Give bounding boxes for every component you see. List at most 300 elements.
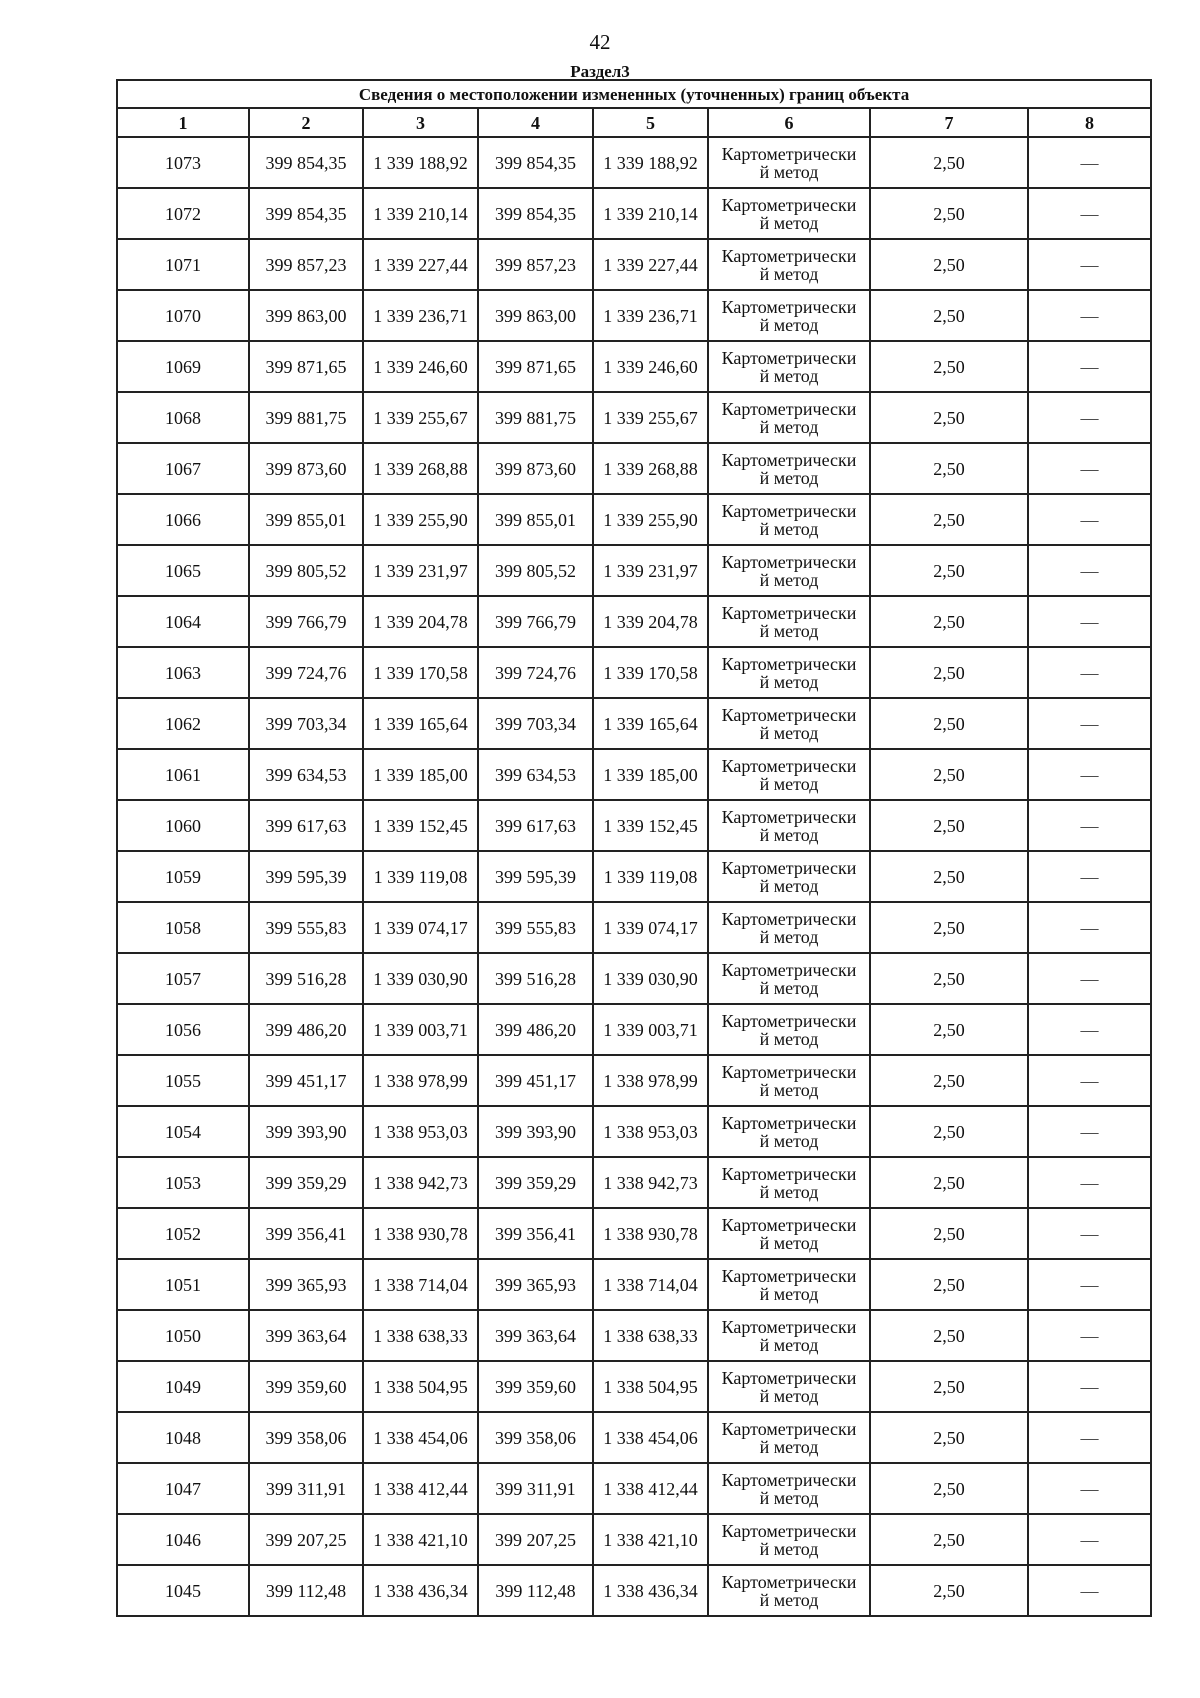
old-x-cell: 399 863,00 xyxy=(249,290,363,341)
method-line: Картометрически xyxy=(721,1316,857,1337)
new-x-cell: 399 359,60 xyxy=(478,1361,593,1412)
point-number-cell: 1049 xyxy=(117,1361,249,1412)
point-number-cell: 1060 xyxy=(117,800,249,851)
point-number-cell: 1059 xyxy=(117,851,249,902)
method-line: й метод xyxy=(759,1028,819,1049)
old-y-cell: 1 338 454,06 xyxy=(363,1412,478,1463)
new-y-cell: 1 339 255,67 xyxy=(593,392,708,443)
method-line: Картометрически xyxy=(721,449,857,470)
description-cell: — xyxy=(1028,545,1151,596)
new-y-cell: 1 339 074,17 xyxy=(593,902,708,953)
method-line: й метод xyxy=(759,1487,819,1508)
new-x-cell: 399 766,79 xyxy=(478,596,593,647)
new-y-cell: 1 339 119,08 xyxy=(593,851,708,902)
point-number-cell: 1064 xyxy=(117,596,249,647)
old-y-cell: 1 338 638,33 xyxy=(363,1310,478,1361)
description-cell: — xyxy=(1028,137,1151,188)
column-header: 2 xyxy=(249,108,363,137)
point-number-cell: 1051 xyxy=(117,1259,249,1310)
point-number-cell: 1053 xyxy=(117,1157,249,1208)
point-number-cell: 1058 xyxy=(117,902,249,953)
accuracy-cell: 2,50 xyxy=(870,341,1028,392)
description-cell: — xyxy=(1028,800,1151,851)
description-cell: — xyxy=(1028,494,1151,545)
method-cell xyxy=(708,1361,870,1412)
old-y-cell: 1 339 246,60 xyxy=(363,341,478,392)
method-line: Картометрически xyxy=(721,296,857,317)
method-line: Картометрически xyxy=(721,959,857,980)
new-y-cell: 1 339 030,90 xyxy=(593,953,708,1004)
column-header: 7 xyxy=(870,108,1028,137)
description-cell: — xyxy=(1028,1514,1151,1565)
old-y-cell: 1 338 436,34 xyxy=(363,1565,478,1616)
new-x-cell: 399 365,93 xyxy=(478,1259,593,1310)
accuracy-cell: 2,50 xyxy=(870,545,1028,596)
new-x-cell: 399 359,29 xyxy=(478,1157,593,1208)
old-x-cell: 399 855,01 xyxy=(249,494,363,545)
method-line: Картометрически xyxy=(721,1010,857,1031)
new-x-cell: 399 311,91 xyxy=(478,1463,593,1514)
method-line: й метод xyxy=(759,518,819,539)
new-x-cell: 399 451,17 xyxy=(478,1055,593,1106)
old-y-cell: 1 339 003,71 xyxy=(363,1004,478,1055)
new-y-cell: 1 339 236,71 xyxy=(593,290,708,341)
table-row xyxy=(117,1004,1151,1055)
method-cell xyxy=(708,1463,870,1514)
accuracy-cell: 2,50 xyxy=(870,851,1028,902)
table-row xyxy=(117,800,1151,851)
new-y-cell: 1 338 953,03 xyxy=(593,1106,708,1157)
table-row xyxy=(117,392,1151,443)
table-row xyxy=(117,1463,1151,1514)
new-x-cell: 399 873,60 xyxy=(478,443,593,494)
new-y-cell: 1 339 231,97 xyxy=(593,545,708,596)
new-x-cell: 399 871,65 xyxy=(478,341,593,392)
description-cell: — xyxy=(1028,1463,1151,1514)
point-number-cell: 1052 xyxy=(117,1208,249,1259)
new-x-cell: 399 724,76 xyxy=(478,647,593,698)
old-y-cell: 1 338 978,99 xyxy=(363,1055,478,1106)
old-x-cell: 399 356,41 xyxy=(249,1208,363,1259)
method-cell xyxy=(708,1310,870,1361)
point-number-cell: 1050 xyxy=(117,1310,249,1361)
new-y-cell: 1 339 268,88 xyxy=(593,443,708,494)
description-cell: — xyxy=(1028,1157,1151,1208)
new-x-cell: 399 854,35 xyxy=(478,137,593,188)
method-line: й метод xyxy=(759,1283,819,1304)
point-number-cell: 1068 xyxy=(117,392,249,443)
method-line: й метод xyxy=(759,1589,819,1610)
accuracy-cell: 2,50 xyxy=(870,800,1028,851)
method-line: Картометрически xyxy=(721,245,857,266)
new-x-cell: 399 356,41 xyxy=(478,1208,593,1259)
method-cell xyxy=(708,953,870,1004)
method-cell xyxy=(708,1004,870,1055)
method-line: Картометрически xyxy=(721,806,857,827)
new-y-cell: 1 339 188,92 xyxy=(593,137,708,188)
table-header-row xyxy=(117,108,1151,137)
method-line: Картометрически xyxy=(721,908,857,929)
point-number-cell: 1065 xyxy=(117,545,249,596)
new-y-cell: 1 339 152,45 xyxy=(593,800,708,851)
new-y-cell: 1 338 436,34 xyxy=(593,1565,708,1616)
method-cell xyxy=(708,1565,870,1616)
point-number-cell: 1063 xyxy=(117,647,249,698)
accuracy-cell: 2,50 xyxy=(870,1412,1028,1463)
description-cell: — xyxy=(1028,1106,1151,1157)
method-line: Картометрически xyxy=(721,347,857,368)
new-x-cell: 399 703,34 xyxy=(478,698,593,749)
old-x-cell: 399 617,63 xyxy=(249,800,363,851)
new-x-cell: 399 393,90 xyxy=(478,1106,593,1157)
old-x-cell: 399 358,06 xyxy=(249,1412,363,1463)
coordinates-table xyxy=(116,79,1152,1617)
method-line: Картометрически xyxy=(721,194,857,215)
new-y-cell: 1 339 185,00 xyxy=(593,749,708,800)
method-cell xyxy=(708,1514,870,1565)
method-cell xyxy=(708,137,870,188)
old-x-cell: 399 207,25 xyxy=(249,1514,363,1565)
old-y-cell: 1 339 255,90 xyxy=(363,494,478,545)
table-row xyxy=(117,290,1151,341)
method-line: й метод xyxy=(759,773,819,794)
old-x-cell: 399 359,60 xyxy=(249,1361,363,1412)
new-x-cell: 399 112,48 xyxy=(478,1565,593,1616)
method-line: й метод xyxy=(759,1334,819,1355)
method-cell xyxy=(708,698,870,749)
column-header: 5 xyxy=(593,108,708,137)
method-line: й метод xyxy=(759,263,819,284)
description-cell: — xyxy=(1028,596,1151,647)
old-y-cell: 1 338 930,78 xyxy=(363,1208,478,1259)
method-line: й метод xyxy=(759,161,819,182)
description-cell: — xyxy=(1028,188,1151,239)
method-line: Картометрически xyxy=(721,857,857,878)
point-number-cell: 1055 xyxy=(117,1055,249,1106)
method-line: Картометрически xyxy=(721,1265,857,1286)
table-row xyxy=(117,1565,1151,1616)
new-x-cell: 399 486,20 xyxy=(478,1004,593,1055)
old-x-cell: 399 766,79 xyxy=(249,596,363,647)
old-x-cell: 399 871,65 xyxy=(249,341,363,392)
old-x-cell: 399 359,29 xyxy=(249,1157,363,1208)
method-cell xyxy=(708,1106,870,1157)
method-line: й метод xyxy=(759,569,819,590)
new-x-cell: 399 863,00 xyxy=(478,290,593,341)
method-line: й метод xyxy=(759,1130,819,1151)
old-x-cell: 399 363,64 xyxy=(249,1310,363,1361)
table-row xyxy=(117,341,1151,392)
new-y-cell: 1 338 421,10 xyxy=(593,1514,708,1565)
method-cell xyxy=(708,494,870,545)
column-header: 6 xyxy=(708,108,870,137)
old-x-cell: 399 703,34 xyxy=(249,698,363,749)
accuracy-cell: 2,50 xyxy=(870,1565,1028,1616)
table-row xyxy=(117,647,1151,698)
old-x-cell: 399 486,20 xyxy=(249,1004,363,1055)
method-line: Картометрически xyxy=(721,1520,857,1541)
point-number-cell: 1054 xyxy=(117,1106,249,1157)
accuracy-cell: 2,50 xyxy=(870,1157,1028,1208)
method-line: й метод xyxy=(759,416,819,437)
old-y-cell: 1 339 030,90 xyxy=(363,953,478,1004)
description-cell: — xyxy=(1028,1412,1151,1463)
new-y-cell: 1 338 978,99 xyxy=(593,1055,708,1106)
point-number-cell: 1062 xyxy=(117,698,249,749)
method-line: й метод xyxy=(759,1079,819,1100)
accuracy-cell: 2,50 xyxy=(870,392,1028,443)
method-cell xyxy=(708,290,870,341)
method-cell xyxy=(708,545,870,596)
new-y-cell: 1 339 227,44 xyxy=(593,239,708,290)
method-line: Картометрически xyxy=(721,398,857,419)
table-row xyxy=(117,902,1151,953)
method-line: Картометрически xyxy=(721,1367,857,1388)
old-y-cell: 1 339 236,71 xyxy=(363,290,478,341)
new-x-cell: 399 207,25 xyxy=(478,1514,593,1565)
new-x-cell: 399 857,23 xyxy=(478,239,593,290)
method-line: Картометрически xyxy=(721,500,857,521)
description-cell: — xyxy=(1028,647,1151,698)
new-x-cell: 399 634,53 xyxy=(478,749,593,800)
method-line: Картометрически xyxy=(721,755,857,776)
accuracy-cell: 2,50 xyxy=(870,1361,1028,1412)
old-y-cell: 1 339 152,45 xyxy=(363,800,478,851)
old-y-cell: 1 339 185,00 xyxy=(363,749,478,800)
old-x-cell: 399 854,35 xyxy=(249,137,363,188)
old-y-cell: 1 338 421,10 xyxy=(363,1514,478,1565)
column-header: 1 xyxy=(117,108,249,137)
new-y-cell: 1 339 170,58 xyxy=(593,647,708,698)
old-x-cell: 399 393,90 xyxy=(249,1106,363,1157)
new-y-cell: 1 339 210,14 xyxy=(593,188,708,239)
description-cell: — xyxy=(1028,953,1151,1004)
old-x-cell: 399 881,75 xyxy=(249,392,363,443)
old-y-cell: 1 338 412,44 xyxy=(363,1463,478,1514)
method-line: Картометрически xyxy=(721,551,857,572)
method-line: й метод xyxy=(759,1436,819,1457)
table-row xyxy=(117,1361,1151,1412)
old-y-cell: 1 339 210,14 xyxy=(363,188,478,239)
accuracy-cell: 2,50 xyxy=(870,188,1028,239)
point-number-cell: 1071 xyxy=(117,239,249,290)
method-line: Картометрически xyxy=(721,1163,857,1184)
old-y-cell: 1 339 170,58 xyxy=(363,647,478,698)
old-y-cell: 1 338 504,95 xyxy=(363,1361,478,1412)
description-cell: — xyxy=(1028,851,1151,902)
method-cell xyxy=(708,1412,870,1463)
table-row xyxy=(117,1514,1151,1565)
table-row xyxy=(117,1412,1151,1463)
new-x-cell: 399 516,28 xyxy=(478,953,593,1004)
method-line: й метод xyxy=(759,926,819,947)
description-cell: — xyxy=(1028,290,1151,341)
column-header: 3 xyxy=(363,108,478,137)
point-number-cell: 1067 xyxy=(117,443,249,494)
method-cell xyxy=(708,647,870,698)
new-y-cell: 1 338 638,33 xyxy=(593,1310,708,1361)
accuracy-cell: 2,50 xyxy=(870,1055,1028,1106)
point-number-cell: 1048 xyxy=(117,1412,249,1463)
new-y-cell: 1 339 246,60 xyxy=(593,341,708,392)
old-y-cell: 1 338 714,04 xyxy=(363,1259,478,1310)
point-number-cell: 1045 xyxy=(117,1565,249,1616)
description-cell: — xyxy=(1028,1055,1151,1106)
point-number-cell: 1061 xyxy=(117,749,249,800)
accuracy-cell: 2,50 xyxy=(870,749,1028,800)
new-x-cell: 399 881,75 xyxy=(478,392,593,443)
method-line: Картометрически xyxy=(721,1112,857,1133)
point-number-cell: 1057 xyxy=(117,953,249,1004)
page-number: 42 xyxy=(589,30,611,54)
method-line: Картометрически xyxy=(721,143,857,164)
new-y-cell: 1 339 255,90 xyxy=(593,494,708,545)
accuracy-cell: 2,50 xyxy=(870,1514,1028,1565)
new-y-cell: 1 338 412,44 xyxy=(593,1463,708,1514)
new-x-cell: 399 555,83 xyxy=(478,902,593,953)
method-line: Картометрически xyxy=(721,653,857,674)
method-cell xyxy=(708,800,870,851)
method-cell xyxy=(708,392,870,443)
point-number-cell: 1069 xyxy=(117,341,249,392)
method-cell xyxy=(708,1259,870,1310)
description-cell: — xyxy=(1028,1361,1151,1412)
method-cell xyxy=(708,1157,870,1208)
description-cell: — xyxy=(1028,341,1151,392)
method-line: Картометрически xyxy=(721,1571,857,1592)
new-y-cell: 1 339 003,71 xyxy=(593,1004,708,1055)
method-line: й метод xyxy=(759,1181,819,1202)
accuracy-cell: 2,50 xyxy=(870,1004,1028,1055)
table-row xyxy=(117,1106,1151,1157)
table-row xyxy=(117,1055,1151,1106)
old-y-cell: 1 338 942,73 xyxy=(363,1157,478,1208)
old-x-cell: 399 634,53 xyxy=(249,749,363,800)
point-number-cell: 1072 xyxy=(117,188,249,239)
method-line: й метод xyxy=(759,314,819,335)
table-row xyxy=(117,698,1151,749)
new-x-cell: 399 617,63 xyxy=(478,800,593,851)
accuracy-cell: 2,50 xyxy=(870,137,1028,188)
column-header: 8 xyxy=(1028,108,1151,137)
old-x-cell: 399 857,23 xyxy=(249,239,363,290)
table-row xyxy=(117,851,1151,902)
method-line: й метод xyxy=(759,977,819,998)
method-cell xyxy=(708,188,870,239)
point-number-cell: 1070 xyxy=(117,290,249,341)
method-cell xyxy=(708,443,870,494)
description-cell: — xyxy=(1028,443,1151,494)
old-y-cell: 1 339 204,78 xyxy=(363,596,478,647)
table-row xyxy=(117,545,1151,596)
old-y-cell: 1 339 074,17 xyxy=(363,902,478,953)
method-line: й метод xyxy=(759,875,819,896)
table-title-row xyxy=(117,80,1151,108)
new-y-cell: 1 338 930,78 xyxy=(593,1208,708,1259)
description-cell: — xyxy=(1028,749,1151,800)
accuracy-cell: 2,50 xyxy=(870,953,1028,1004)
description-cell: — xyxy=(1028,1208,1151,1259)
method-line: Картометрически xyxy=(721,1418,857,1439)
old-y-cell: 1 338 953,03 xyxy=(363,1106,478,1157)
old-x-cell: 399 595,39 xyxy=(249,851,363,902)
method-cell xyxy=(708,1055,870,1106)
old-x-cell: 399 555,83 xyxy=(249,902,363,953)
new-y-cell: 1 338 942,73 xyxy=(593,1157,708,1208)
accuracy-cell: 2,50 xyxy=(870,902,1028,953)
point-number-cell: 1056 xyxy=(117,1004,249,1055)
method-line: й метод xyxy=(759,824,819,845)
method-line: й метод xyxy=(759,467,819,488)
method-cell xyxy=(708,239,870,290)
table-row xyxy=(117,749,1151,800)
point-number-cell: 1046 xyxy=(117,1514,249,1565)
accuracy-cell: 2,50 xyxy=(870,596,1028,647)
accuracy-cell: 2,50 xyxy=(870,1310,1028,1361)
column-header: 4 xyxy=(478,108,593,137)
method-line: й метод xyxy=(759,722,819,743)
method-line: Картометрически xyxy=(721,602,857,623)
old-x-cell: 399 365,93 xyxy=(249,1259,363,1310)
description-cell: — xyxy=(1028,392,1151,443)
accuracy-cell: 2,50 xyxy=(870,1463,1028,1514)
new-x-cell: 399 854,35 xyxy=(478,188,593,239)
new-y-cell: 1 339 204,78 xyxy=(593,596,708,647)
old-y-cell: 1 339 119,08 xyxy=(363,851,478,902)
new-x-cell: 399 595,39 xyxy=(478,851,593,902)
table-row xyxy=(117,1157,1151,1208)
method-line: Картометрически xyxy=(721,1469,857,1490)
method-line: Картометрически xyxy=(721,1214,857,1235)
method-line: Картометрически xyxy=(721,1061,857,1082)
accuracy-cell: 2,50 xyxy=(870,1208,1028,1259)
new-x-cell: 399 363,64 xyxy=(478,1310,593,1361)
new-y-cell: 1 338 504,95 xyxy=(593,1361,708,1412)
accuracy-cell: 2,50 xyxy=(870,443,1028,494)
method-cell xyxy=(708,596,870,647)
point-number-cell: 1066 xyxy=(117,494,249,545)
table-row xyxy=(117,137,1151,188)
table-row xyxy=(117,1310,1151,1361)
description-cell: — xyxy=(1028,239,1151,290)
method-line: й метод xyxy=(759,1538,819,1559)
accuracy-cell: 2,50 xyxy=(870,239,1028,290)
method-line: й метод xyxy=(759,1232,819,1253)
old-y-cell: 1 339 255,67 xyxy=(363,392,478,443)
old-y-cell: 1 339 231,97 xyxy=(363,545,478,596)
accuracy-cell: 2,50 xyxy=(870,290,1028,341)
method-line: й метод xyxy=(759,1385,819,1406)
method-line: Картометрически xyxy=(721,704,857,725)
new-x-cell: 399 805,52 xyxy=(478,545,593,596)
method-cell xyxy=(708,851,870,902)
table-row xyxy=(117,443,1151,494)
table-row xyxy=(117,494,1151,545)
table-row xyxy=(117,953,1151,1004)
method-cell xyxy=(708,902,870,953)
new-y-cell: 1 338 714,04 xyxy=(593,1259,708,1310)
method-line: й метод xyxy=(759,620,819,641)
section-title: Раздел3 xyxy=(570,62,630,81)
method-cell xyxy=(708,749,870,800)
old-x-cell: 399 873,60 xyxy=(249,443,363,494)
accuracy-cell: 2,50 xyxy=(870,698,1028,749)
old-x-cell: 399 516,28 xyxy=(249,953,363,1004)
point-number-cell: 1047 xyxy=(117,1463,249,1514)
old-y-cell: 1 339 165,64 xyxy=(363,698,478,749)
old-x-cell: 399 112,48 xyxy=(249,1565,363,1616)
table-row xyxy=(117,1208,1151,1259)
